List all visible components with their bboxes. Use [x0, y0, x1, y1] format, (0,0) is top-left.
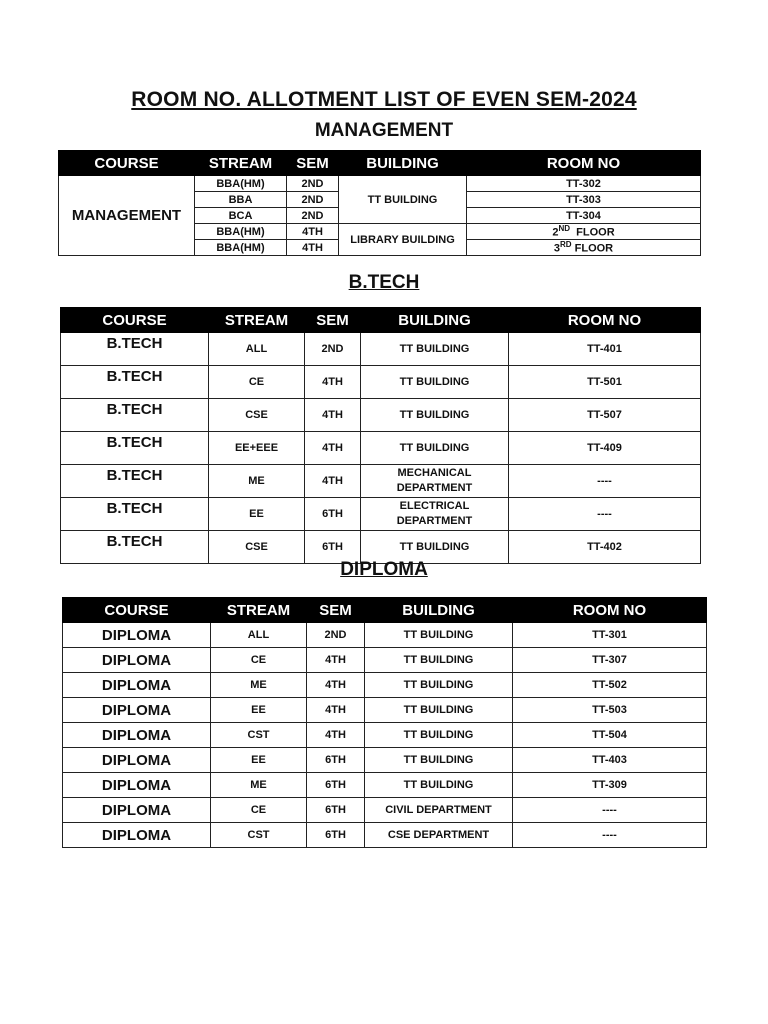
building-cell: TT BUILDING: [365, 748, 513, 773]
room-cell: ----: [509, 498, 701, 531]
building-cell: TT BUILDING: [361, 399, 509, 432]
course-cell: B.TECH: [61, 366, 209, 399]
table-row: [63, 623, 707, 648]
sem-cell: 6TH: [307, 823, 365, 848]
diploma-table: [62, 597, 707, 848]
floor-number: 3: [553, 242, 560, 255]
course-cell: DIPLOMA: [63, 673, 211, 698]
section-title-diploma: DIPLOMA: [340, 559, 428, 580]
room-cell: [467, 224, 701, 240]
header-building: BUILDING: [339, 151, 467, 176]
header-building: BUILDING: [361, 308, 509, 333]
header-sem: SEM: [307, 598, 365, 623]
building-cell: LIBRARY BUILDING: [339, 224, 467, 256]
room-cell: ----: [513, 823, 707, 848]
building-cell: TT BUILDING: [365, 673, 513, 698]
building-cell: TT BUILDING: [365, 773, 513, 798]
room-cell: TT-304: [467, 208, 701, 224]
header-stream: STREAM: [209, 308, 305, 333]
sem-cell: 4TH: [287, 224, 339, 240]
sem-cell: 2ND: [307, 623, 365, 648]
room-cell: ----: [509, 465, 701, 498]
sem-cell: 6TH: [307, 773, 365, 798]
header-row: [61, 308, 701, 333]
stream-cell: BBA(HM): [195, 240, 287, 256]
course-cell: B.TECH: [61, 531, 209, 564]
table-row: [61, 498, 701, 531]
sem-cell: 4TH: [305, 399, 361, 432]
course-cell: B.TECH: [61, 399, 209, 432]
building-cell: TT BUILDING: [365, 623, 513, 648]
floor-suffix: ND: [558, 224, 571, 234]
header-room-no: ROOM NO: [509, 308, 701, 333]
sem-cell: 6TH: [305, 498, 361, 531]
room-cell: TT-504: [513, 723, 707, 748]
course-cell: DIPLOMA: [63, 748, 211, 773]
table-row: [61, 366, 701, 399]
stream-cell: CSE: [209, 399, 305, 432]
management-table: [58, 150, 701, 256]
room-cell: TT-502: [513, 673, 707, 698]
building-line: DEPARTMENT: [396, 515, 473, 527]
room-cell: TT-402: [509, 531, 701, 564]
room-cell: TT-503: [513, 698, 707, 723]
header-course: COURSE: [61, 308, 209, 333]
course-cell: DIPLOMA: [63, 623, 211, 648]
stream-cell: ME: [209, 465, 305, 498]
header-room-no: ROOM NO: [513, 598, 707, 623]
sem-cell: 2ND: [287, 208, 339, 224]
room-cell: TT-507: [509, 399, 701, 432]
room-cell: TT-401: [509, 333, 701, 366]
stream-cell: ALL: [209, 333, 305, 366]
building-line: DEPARTMENT: [396, 482, 473, 494]
building-cell: TT BUILDING: [361, 333, 509, 366]
floor-suffix: RD: [560, 240, 572, 250]
course-cell: DIPLOMA: [63, 773, 211, 798]
room-cell: TT-309: [513, 773, 707, 798]
table-row: [61, 333, 701, 366]
header-course: COURSE: [59, 151, 195, 176]
stream-cell: ME: [211, 673, 307, 698]
document-title: ROOM NO. ALLOTMENT LIST OF EVEN SEM-2024: [131, 88, 637, 111]
table-row: [63, 748, 707, 773]
table-row: [63, 698, 707, 723]
header-sem: SEM: [287, 151, 339, 176]
stream-cell: CSE: [209, 531, 305, 564]
building-cell: CSE DEPARTMENT: [365, 823, 513, 848]
floor-number: 2: [552, 226, 559, 239]
room-cell: TT-307: [513, 648, 707, 673]
floor-label: FLOOR: [576, 226, 615, 239]
building-line: ELECTRICAL: [399, 500, 470, 512]
header-course: COURSE: [63, 598, 211, 623]
stream-cell: EE+EEE: [209, 432, 305, 465]
stream-cell: CE: [211, 798, 307, 823]
header-stream: STREAM: [211, 598, 307, 623]
header-stream: STREAM: [195, 151, 287, 176]
stream-cell: BBA(HM): [195, 224, 287, 240]
section-title-management: MANAGEMENT: [314, 120, 454, 141]
table-row: [61, 399, 701, 432]
sem-cell: 4TH: [307, 723, 365, 748]
course-cell: B.TECH: [61, 498, 209, 531]
stream-cell: ME: [211, 773, 307, 798]
sem-cell: 6TH: [305, 531, 361, 564]
building-cell: TT BUILDING: [361, 432, 509, 465]
header-room-no: ROOM NO: [467, 151, 701, 176]
table-row: [63, 823, 707, 848]
table-row: [63, 673, 707, 698]
sem-cell: 2ND: [287, 192, 339, 208]
room-cell: ----: [513, 798, 707, 823]
room-cell: TT-409: [509, 432, 701, 465]
table-row: [63, 773, 707, 798]
stream-cell: ALL: [211, 623, 307, 648]
sem-cell: 4TH: [287, 240, 339, 256]
header-building: BUILDING: [365, 598, 513, 623]
table-row: [63, 723, 707, 748]
sem-cell: 4TH: [305, 465, 361, 498]
sem-cell: 2ND: [287, 176, 339, 192]
building-cell: TT BUILDING: [361, 531, 509, 564]
building-cell: TT BUILDING: [361, 366, 509, 399]
course-cell: DIPLOMA: [63, 698, 211, 723]
course-cell: DIPLOMA: [63, 648, 211, 673]
sem-cell: 6TH: [307, 798, 365, 823]
stream-cell: EE: [209, 498, 305, 531]
section-title-btech: B.TECH: [348, 272, 420, 293]
building-cell: CIVIL DEPARTMENT: [365, 798, 513, 823]
room-cell: TT-501: [509, 366, 701, 399]
stream-cell: BCA: [195, 208, 287, 224]
table-row: [59, 176, 701, 192]
table-row: [63, 798, 707, 823]
sem-cell: 2ND: [305, 333, 361, 366]
header-row: [59, 151, 701, 176]
room-cell: TT-403: [513, 748, 707, 773]
table-row: [61, 432, 701, 465]
stream-cell: EE: [211, 698, 307, 723]
sem-cell: 4TH: [307, 648, 365, 673]
course-cell: DIPLOMA: [63, 723, 211, 748]
header-row: [63, 598, 707, 623]
room-cell: [467, 240, 701, 256]
table-row: [63, 648, 707, 673]
building-cell: TT BUILDING: [365, 723, 513, 748]
course-cell: MANAGEMENT: [59, 176, 195, 256]
building-cell: [361, 498, 509, 531]
stream-cell: CE: [209, 366, 305, 399]
sem-cell: 4TH: [307, 698, 365, 723]
floor-label: FLOOR: [574, 242, 614, 255]
course-cell: B.TECH: [61, 465, 209, 498]
stream-cell: EE: [211, 748, 307, 773]
sem-cell: 4TH: [305, 432, 361, 465]
stream-cell: CE: [211, 648, 307, 673]
course-cell: DIPLOMA: [63, 823, 211, 848]
room-cell: TT-303: [467, 192, 701, 208]
sem-cell: 4TH: [305, 366, 361, 399]
course-cell: B.TECH: [61, 432, 209, 465]
sem-cell: 6TH: [307, 748, 365, 773]
btech-table: [60, 307, 701, 564]
stream-cell: CST: [211, 723, 307, 748]
stream-cell: BBA: [195, 192, 287, 208]
building-cell: TT BUILDING: [365, 698, 513, 723]
header-sem: SEM: [305, 308, 361, 333]
room-cell: TT-301: [513, 623, 707, 648]
stream-cell: CST: [211, 823, 307, 848]
building-cell: TT BUILDING: [339, 176, 467, 224]
course-cell: B.TECH: [61, 333, 209, 366]
sem-cell: 4TH: [307, 673, 365, 698]
building-cell: [361, 465, 509, 498]
course-cell: DIPLOMA: [63, 798, 211, 823]
room-cell: TT-302: [467, 176, 701, 192]
building-line: MECHANICAL: [397, 467, 472, 479]
table-row: [61, 465, 701, 498]
building-cell: TT BUILDING: [365, 648, 513, 673]
stream-cell: BBA(HM): [195, 176, 287, 192]
